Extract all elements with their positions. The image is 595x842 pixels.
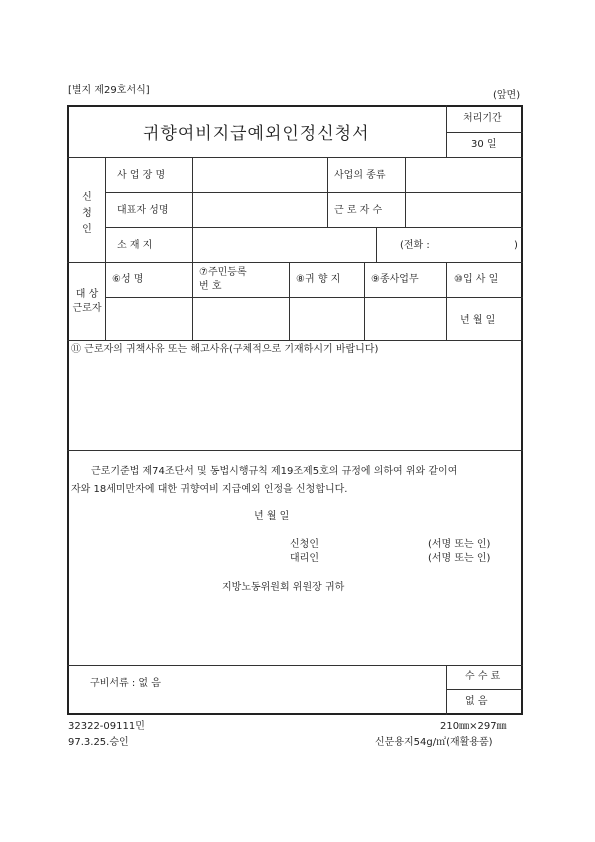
processing-period-value: 30 일 — [471, 139, 497, 150]
required-docs: 구비서류 : 없 음 — [90, 678, 161, 689]
applicant-section-label: 신 청 인 — [82, 192, 92, 235]
representative-name-field[interactable] — [193, 193, 326, 226]
fee-value: 없 음 — [465, 696, 488, 707]
reason-field[interactable] — [70, 358, 520, 448]
form-title: 귀향여비지급예외인정신청서 — [143, 124, 370, 144]
divider — [446, 132, 523, 133]
applicant-sign-note[interactable]: (서명 또는 인) — [428, 539, 491, 550]
paper-type: 신문용지54g/㎡(재활용품) — [375, 737, 493, 748]
reason-label: ⑪ 근로자의 귀책사유 또는 해고사유(구체적으로 기재하시기 바랍니다) — [71, 344, 379, 355]
business-type-label: 사업의 종류 — [334, 170, 386, 181]
fee-label: 수 수 료 — [465, 671, 501, 682]
phone-close: ) — [514, 240, 518, 251]
target-worker-label: 대 상 근로자 — [72, 289, 102, 314]
divider — [446, 689, 523, 690]
workplace-name-field[interactable] — [193, 158, 326, 191]
statement-line-2: 자와 18세미만자에 대한 귀향여비 지급예외 인정을 신청합니다. — [71, 484, 348, 495]
worker-resident-no-field[interactable] — [193, 298, 288, 339]
worker-name-field[interactable] — [106, 298, 191, 339]
agent-label: 대리인 — [290, 553, 319, 564]
divider — [446, 665, 447, 715]
worker-count-label: 근 로 자 수 — [334, 205, 383, 216]
worker-hometown-field[interactable] — [290, 298, 363, 339]
divider — [446, 262, 447, 340]
worker-count-field[interactable] — [406, 193, 521, 226]
business-type-field[interactable] — [406, 158, 521, 191]
form-number: [별지 제29호서식] — [68, 85, 150, 96]
divider — [446, 105, 447, 157]
agent-sign-note[interactable]: (서명 또는 인) — [428, 553, 491, 564]
worker-job-field[interactable] — [365, 298, 445, 339]
representative-name-label: 대표자 성명 — [117, 205, 169, 216]
date-line[interactable]: 년 월 일 — [254, 511, 290, 522]
divider — [67, 340, 523, 341]
column-resident-no-2: 번 호 — [199, 281, 222, 292]
workplace-name-label: 사 업 장 명 — [117, 170, 166, 181]
divider — [327, 157, 328, 227]
applicant-label: 신청인 — [290, 539, 319, 550]
phone-label: (전화 : — [400, 240, 430, 251]
column-name: ⑥성 명 — [112, 274, 144, 285]
address-label: 소 재 지 — [117, 240, 153, 251]
divider — [67, 665, 523, 666]
divider — [67, 262, 523, 263]
hire-date-value[interactable]: 년 월 일 — [460, 315, 496, 326]
processing-period-label: 처리기간 — [463, 113, 502, 124]
address-field[interactable] — [193, 228, 375, 261]
phone-field[interactable] — [436, 235, 512, 255]
paper-size: 210㎜×297㎜ — [440, 721, 507, 732]
column-resident-no: ⑦주민등록 — [199, 267, 247, 278]
column-job: ⑨종사업무 — [371, 274, 419, 285]
column-hometown: ⑧귀 향 지 — [296, 274, 341, 285]
recipient: 지방노동위원회 위원장 귀하 — [222, 582, 345, 593]
form-code: 32322-09111민 — [68, 721, 145, 732]
column-hire-date: ⑩입 사 일 — [454, 274, 499, 285]
statement-line-1: 근로기준법 제74조단서 및 동법시행규칙 제19조제5호의 규정에 의하여 위와 같이여 — [91, 466, 458, 477]
divider — [67, 450, 523, 451]
divider — [376, 227, 377, 262]
approval-date: 97.3.25.승인 — [68, 737, 129, 748]
page-side-label: (앞면) — [493, 90, 521, 101]
